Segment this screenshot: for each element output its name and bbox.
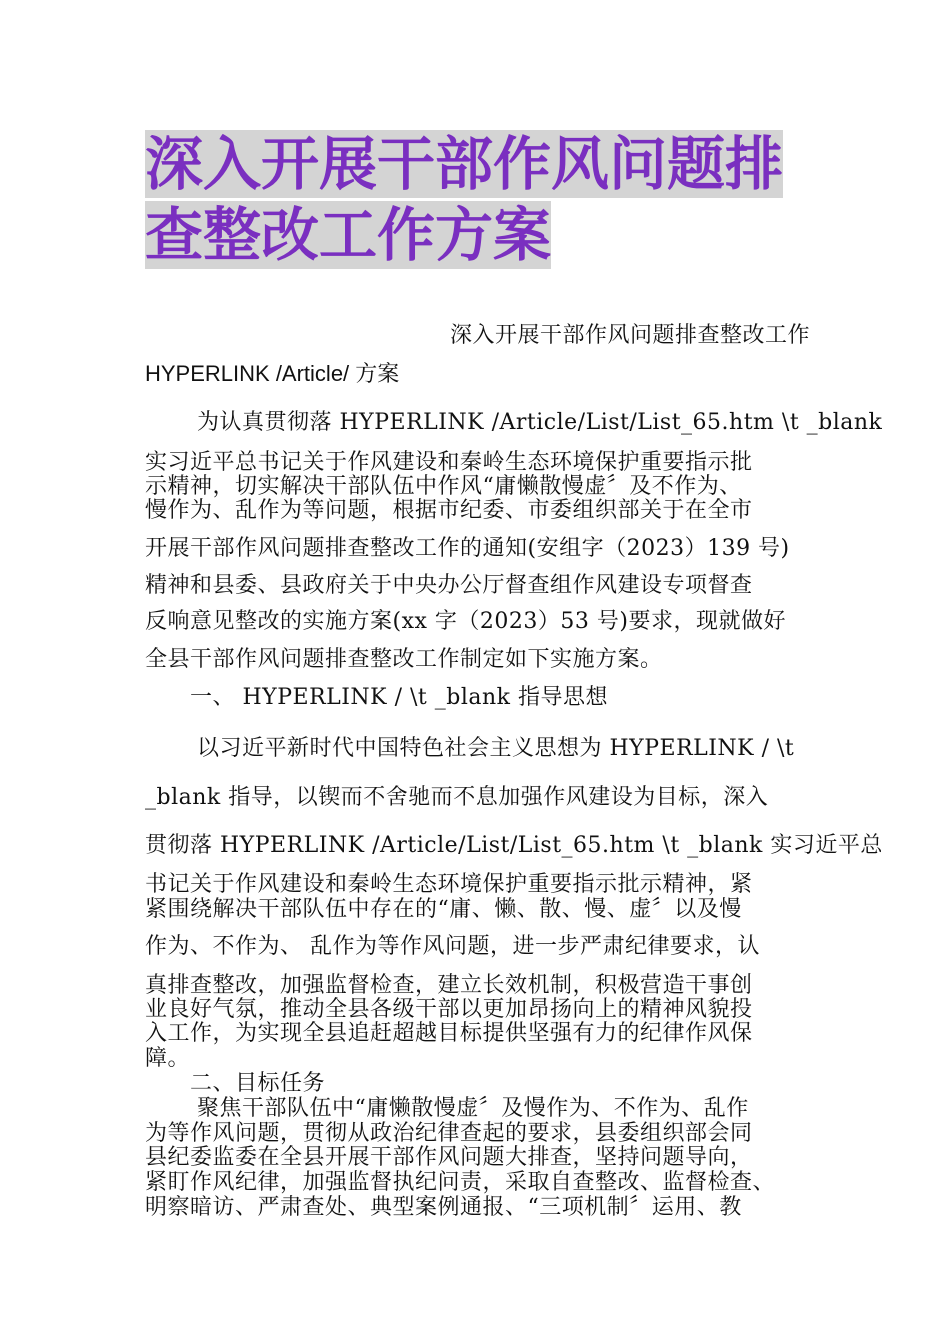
subtitle-link-line: HYPERLINK /Article/ 方案 xyxy=(145,361,400,386)
paragraph-line: 贯彻落 HYPERLINK /Article/List/List_65.htm \t _blank 实习近平总 xyxy=(145,833,883,858)
paragraph-line: 明察暗访、严肃查处、典型案例通报、“三项机制〞运用、教 xyxy=(145,1195,742,1220)
section-heading-1: 一、 HYPERLINK / \t _blank 指导思想 xyxy=(190,685,608,710)
paragraph-line: _blank 指导，以锲而不舍驰而不息加强作风建设为目标，深入 xyxy=(145,785,769,810)
paragraph-line: 慢作为、乱作为等问题，根据市纪委、市委组织部关于在全市 xyxy=(145,498,753,523)
paragraph-line: 书记关于作风建设和秦岭生态环境保护重要指示批示精神，紧 xyxy=(145,872,753,897)
section-heading-2: 二、目标任务 xyxy=(190,1071,326,1096)
paragraph-line: 为认真贯彻落 HYPERLINK /Article/List/List_65.htm \t _blank xyxy=(197,410,883,435)
paragraph-line: 为等作风问题，贯彻从政治纪律查起的要求，县委组织部会同 xyxy=(145,1121,753,1146)
paragraph-line: 以习近平新时代中国特色社会主义思想为 HYPERLINK / \t xyxy=(197,736,795,761)
paragraph-line: 县纪委监委在全县开展干部作风问题大排查，坚持问题导向， xyxy=(145,1145,753,1170)
paragraph-line: 精神和县委、县政府关于中央办公厅督查组作风建设专项督查 xyxy=(145,573,753,598)
paragraph-line: 实习近平总书记关于作风建设和秦岭生态环境保护重要指示批 xyxy=(145,450,753,475)
paragraph-line: 聚焦干部队伍中“庸懒散慢虚〞及慢作为、不作为、乱作 xyxy=(197,1096,749,1121)
paragraph-line: 紧盯作风纪律，加强监督执纪问责，采取自查整改、监督检查、 xyxy=(145,1170,776,1195)
paragraph-line: 开展干部作风问题排查整改工作的通知(安组字（2023）139 号) xyxy=(145,536,790,561)
paragraph-line: 全县干部作风问题排查整改工作制定如下实施方案。 xyxy=(145,647,663,672)
document-title-line-1: 深入开展干部作风问题排 xyxy=(145,130,784,198)
document-title-line-2: 查整改工作方案 xyxy=(145,201,552,269)
paragraph-line: 示精神，切实解决干部队伍中作风“庸懒散慢虚〞及不作为、 xyxy=(145,474,742,499)
paragraph-line: 障。 xyxy=(145,1046,191,1071)
paragraph-line: 真排查整改，加强监督检查，建立长效机制，积极营造干事创 xyxy=(145,973,753,998)
subtitle-line: 深入开展干部作风问题排查整改工作 xyxy=(449,323,810,348)
paragraph-line: 业良好气氛，推动全县各级干部以更加昂扬向上的精神风貌投 xyxy=(145,997,753,1022)
paragraph-line: 入工作，为实现全县追赶超越目标提供坚强有力的纪律作风保 xyxy=(145,1021,753,1046)
paragraph-line: 反响意见整改的实施方案(xx 字（2023）53 号)要求，现就做好 xyxy=(145,609,786,634)
paragraph-line: 作为、不作为、 乱作为等作风问题，进一步严肃纪律要求，认 xyxy=(145,934,760,959)
paragraph-line: 紧围绕解决干部队伍中存在的“庸、懒、散、慢、虚〞以及慢 xyxy=(145,897,742,922)
